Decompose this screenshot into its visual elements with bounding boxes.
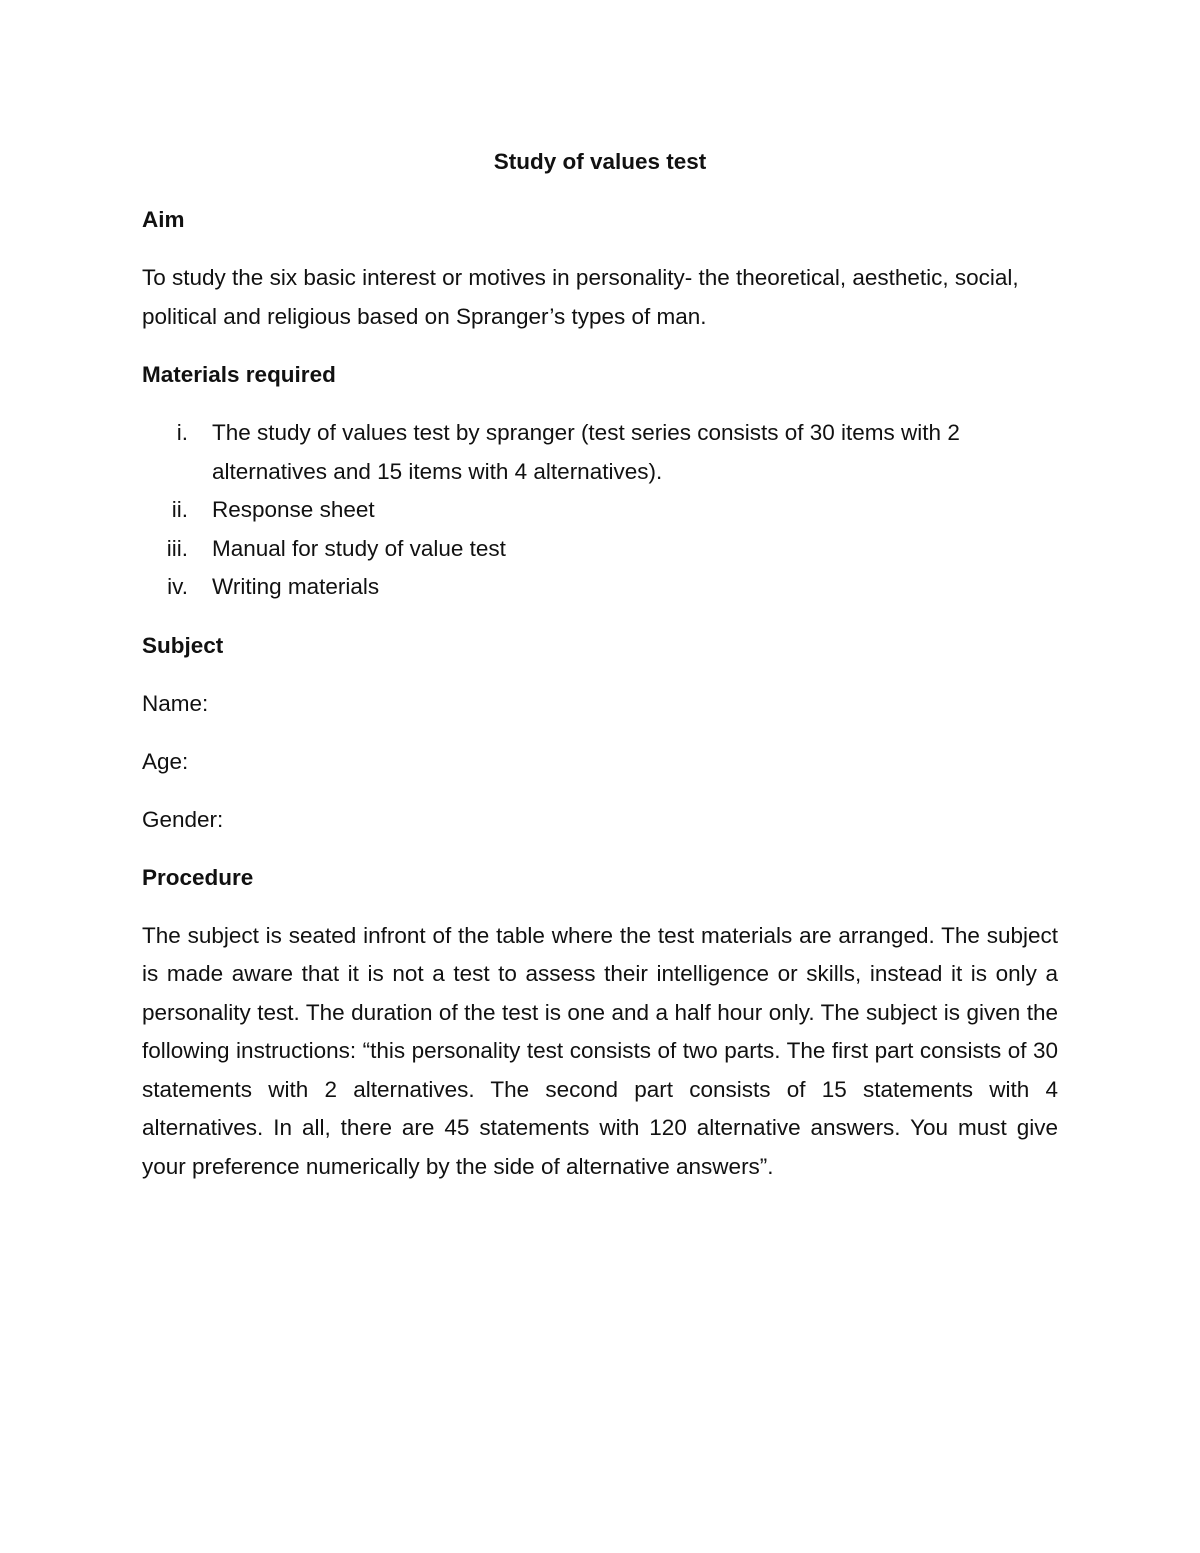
list-item-text: Manual for study of value test bbox=[212, 535, 506, 561]
subject-heading: Subject bbox=[142, 632, 224, 658]
document-body bbox=[142, 143, 1058, 1206]
procedure-heading: Procedure bbox=[142, 864, 254, 890]
list-item-number: ii. bbox=[171, 497, 188, 522]
name-label: Name: bbox=[142, 690, 209, 716]
list-item-text: Writing materials bbox=[212, 574, 380, 599]
list-item-number: iv. bbox=[167, 574, 188, 599]
document-title: Study of values test bbox=[493, 149, 707, 174]
procedure-text: The subject is seated infront of the table where the test materials are arranged. The subject is made aware that it is not a test to assess their intelligence or skills, instead it is only a personality test. The duration of the test is one and a half hour only. The subject is given the following instructions: “this personality test consists of two parts. The first part consists of 30 statements with 2 alternatives. The second part consists of 15 statements with 4 alternatives. In all, there are 45 statements with 120 alternative answers. You must give your preference numerically by the side of alternative answers”. bbox=[142, 922, 1058, 1179]
list-item-text: The study of values test by spranger (test series consists of 30 items with 2 alternatives and 15 items with 4 alternatives). bbox=[212, 420, 960, 484]
list-item-number: i. bbox=[176, 420, 188, 445]
materials-heading: Materials required bbox=[142, 362, 336, 387]
gender-label: Gender: bbox=[142, 806, 224, 832]
materials-list bbox=[142, 414, 1058, 607]
age-label: Age: bbox=[142, 748, 189, 774]
list-item bbox=[142, 568, 1058, 607]
list-item bbox=[142, 530, 1058, 569]
aim-text: To study the six basic interest or motives in personality- the theoretical, aesthetic, social, political and religious based on Spranger’s types of man. bbox=[142, 265, 1019, 329]
list-item bbox=[142, 491, 1058, 530]
list-item bbox=[142, 414, 1058, 491]
list-item-number: iii. bbox=[166, 535, 188, 561]
aim-heading: Aim bbox=[142, 207, 185, 232]
list-item-text: Response sheet bbox=[212, 497, 375, 522]
